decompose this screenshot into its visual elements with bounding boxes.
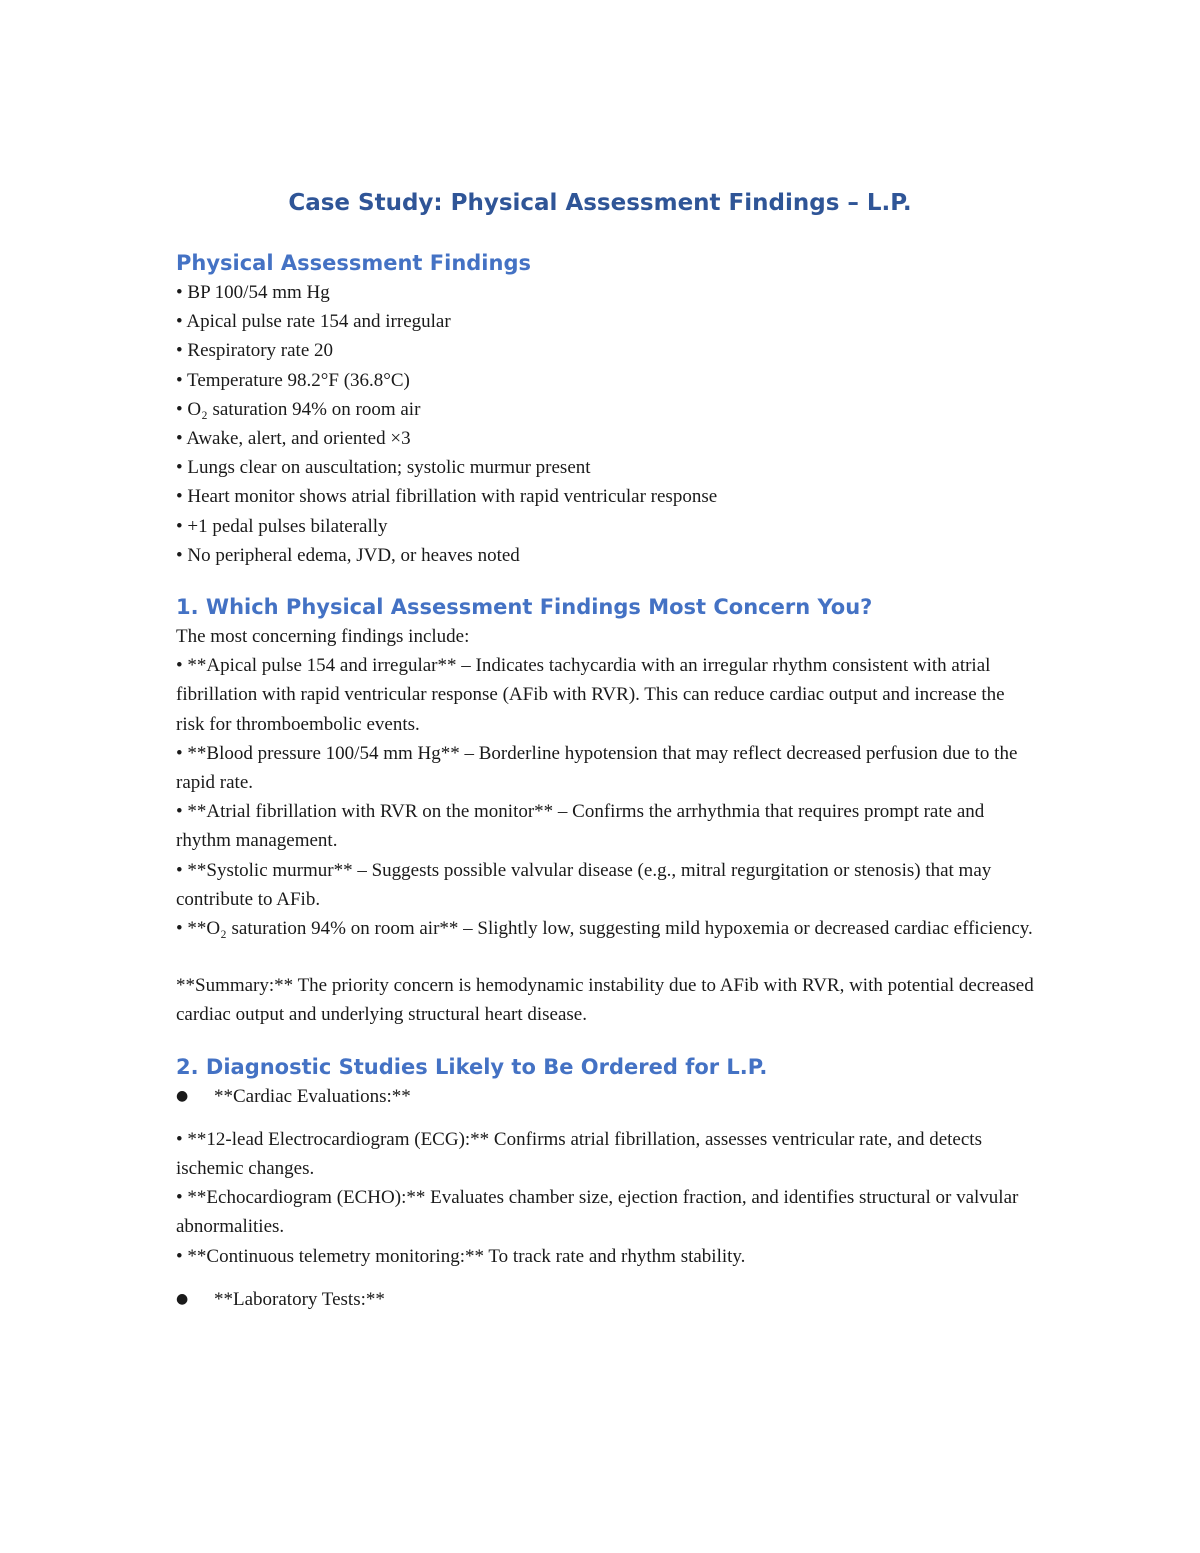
list-item: • Heart monitor shows atrial fibrillation with rapid ventricular response xyxy=(176,486,718,508)
summary-paragraph: **Summary:** The priority concern is hemodynamic instability due to AFib with RVR, with potential decreased cardiac output and underlying structural heart disease. xyxy=(176,975,1034,1026)
list-item: • BP 100/54 mm Hg xyxy=(176,282,330,303)
list-item: • **Atrial fibrillation with RVR on the monitor** – Confirms the arrhythmia that requires prompt rate and rhythm management. xyxy=(176,801,985,852)
bullet-icon: ● xyxy=(176,1290,189,1307)
section-heading-findings: Physical Assessment Findings xyxy=(176,251,531,275)
list-item: • Temperature 98.2°F (36.8°C) xyxy=(176,369,410,391)
list-item: • **O₂ saturation 94% on room air** – Slightly low, suggesting mild hypoxemia or decreased cardiac efficiency. xyxy=(176,918,1033,940)
list-item: • +1 pedal pulses bilaterally xyxy=(176,515,388,537)
concerns-block xyxy=(176,622,1036,1030)
document-body xyxy=(176,248,1036,1314)
section-heading-concerns: 1. Which Physical Assessment Findings Most Concern You? xyxy=(176,595,873,620)
group-laboratory-tests xyxy=(176,1285,1036,1314)
list-item: • O₂ saturation 94% on room air xyxy=(176,398,421,420)
group-label: **Laboratory Tests:** xyxy=(214,1288,385,1310)
diagnostics-block xyxy=(176,1082,1036,1314)
group-cardiac-evaluations xyxy=(176,1082,1036,1111)
list-item: • **Blood pressure 100/54 mm Hg** – Borderline hypotension that may reflect decreased perfusion due to the rapid rate. xyxy=(176,742,1018,794)
group-label: **Cardiac Evaluations:** xyxy=(214,1085,411,1107)
list-item: • Lungs clear on auscultation; systolic murmur present xyxy=(176,457,591,479)
concerns-intro: The most concerning findings include: xyxy=(176,626,470,648)
findings-list xyxy=(176,278,1036,570)
section-heading-diagnostics: 2. Diagnostic Studies Likely to Be Ordered for L.P. xyxy=(176,1054,768,1079)
list-item: • **Echocardiogram (ECHO):** Evaluates chamber size, ejection fraction, and identifies structural or valvular abnormalities. xyxy=(176,1187,1019,1238)
list-item: • **Apical pulse 154 and irregular** – Indicates tachycardia with an irregular rhythm consistent with atrial fibrillation with rapid ventricular response (AFib with RVR). This can reduce cardiac output and increase the risk for thromboembolic events. xyxy=(176,655,1005,735)
list-item: • **Systolic murmur** – Suggests possible valvular disease (e.g., mitral regurgitation or stenosis) that may contribute to AFib. xyxy=(176,859,992,910)
list-item: • Apical pulse rate 154 and irregular xyxy=(176,311,451,333)
list-item: • No peripheral edema, JVD, or heaves noted xyxy=(176,544,520,566)
list-item: • **Continuous telemetry monitoring:** To track rate and rhythm stability. xyxy=(176,1245,746,1267)
bullet-icon: ● xyxy=(176,1087,189,1104)
list-item: • **12-lead Electrocardiogram (ECG):** Confirms atrial fibrillation, assesses ventricular rate, and detects ischemic changes. xyxy=(176,1128,982,1180)
list-item: • Respiratory rate 20 xyxy=(176,340,334,362)
document-title: Case Study: Physical Assessment Findings – L.P. xyxy=(288,190,912,216)
list-item: • Awake, alert, and oriented ×3 xyxy=(176,428,411,450)
